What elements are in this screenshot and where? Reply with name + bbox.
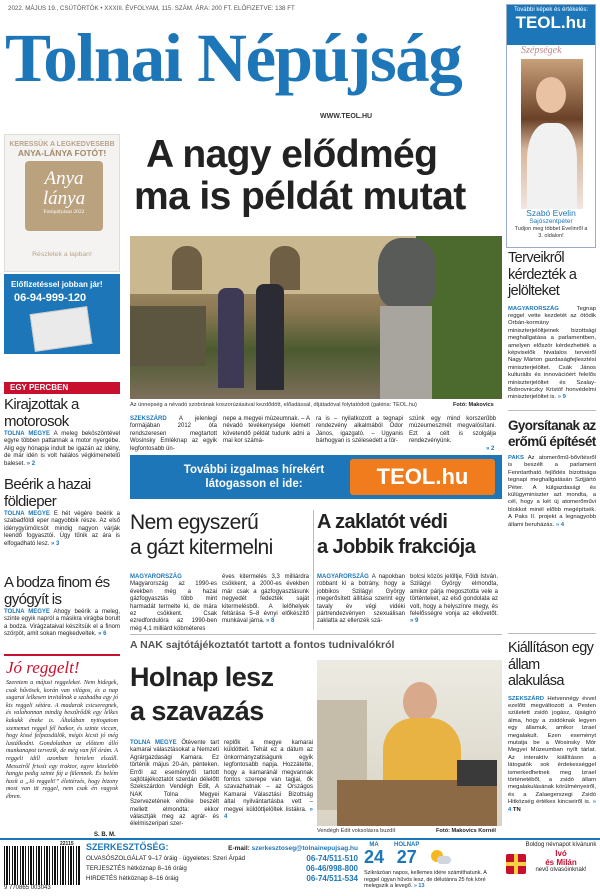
lead-cont[interactable]: » 2 (486, 446, 495, 452)
item-title: Beérik a hazai földieper (4, 476, 91, 510)
lead-col1: SZEKSZÁRD A jelenlegi formájában 2012 óta rendszeresen megtartott Wosinsky Emléknap az egyik legfontosabb ün- (130, 416, 217, 452)
gift-icon (506, 854, 526, 874)
face-shape (536, 77, 566, 113)
masthead-title: Tolnai Népújság (5, 20, 462, 96)
holnap-headline: Holnap lesz a szavazás (130, 662, 274, 726)
zaklato-col1: MAGYARORSZÁG A napokban robbant ki a botrány, hogy a jobbikos Szilágyi György megerősített állítása szerint egy tavaly év végi vidéki pártrendezvényen szexuálisan zaklatta az ellenzék szá- (317, 574, 405, 625)
lead-headline-line1: A nagy elődmég (146, 133, 438, 176)
promo-name: Szabó Evelin (526, 208, 576, 218)
nevnap-box: Boldog névnapot kívánunk Ivó és Milán nevű olvasóinknak! (504, 842, 598, 874)
window-shape (172, 246, 202, 290)
banner-line2: látogasson el ide: (205, 478, 303, 490)
anya-lanya-logo: Anya lánya Fotópályázat 2022 (25, 161, 103, 231)
statue-pedestal (380, 306, 432, 399)
gyorsitanak-article[interactable]: Gyorsítanak az erőmű építését PAKS Az atomerőmű-bővítésről is beszélt a parlament Fenntartható fejlődés bizottsága tegnapi meghallgatásán Szijjártó Péter. A külgazdasági és külügyminiszter azt mondta, a cél, hogy a két új atomerőművi blokkot minél előbb megépítsék. A Paks II. projekt a legnagyobb állami beruházás. » 4 (508, 418, 596, 528)
portrait-photo (521, 59, 583, 209)
divider (4, 654, 120, 656)
lead-col3: ra is – nyilatkozott a tegnapi rendezvény alkalmából Ódor János, igazgató. – Ugyanis bárhogyan is szélesedett a tör- (316, 416, 403, 445)
barcode (4, 846, 80, 890)
lead-photo-credit: Fotó: Makovics (453, 402, 494, 408)
newspaper-icon (30, 306, 93, 352)
divider (508, 633, 596, 634)
banner-logo: TEOL.hu (350, 459, 495, 495)
issue-number: 22115 (60, 841, 74, 847)
divider (508, 410, 596, 411)
teol-banner[interactable] (130, 455, 502, 499)
footer-row: HIRDETÉS hétköznap 8–16 óráig 06-74/511-534 (86, 874, 358, 883)
lead-col4: szünk egy mind korszerűbb múzeumeszmét megvalósítani. Ezt a célt is szolgálja rendezvényünk. (409, 416, 496, 445)
list-item[interactable]: Kirajzottak a motorosok TOLNA MEGYE A meleg beköszöntével egyre többen pattannak a motor nyergébe. Alig egy hónapja indult be igazán az idény, de már idén is volt halálos végkimenetelű baleset. » 2 (4, 396, 120, 467)
jo-reggelt-sig: S. B. M. (94, 832, 116, 838)
promo-more: Részletek a lapban! (32, 251, 92, 258)
list-item[interactable]: A bodza finom és gyógyít is TOLNA MEGYE Ahogy beérik a meleg, szinte egyik napról a másikra virágba borult a bodza. Virágzataival készítsük el a finom szörpöt, amit sokan megkedveltek. » 6 (4, 574, 121, 638)
weather: MA 24 HOLNAP 27 Szikrázóan napos, kellemes idére számíthatunk. A reggel úgyan hűvös lesz, de délutánra 25 fok köré melegszik a levegő. » 13 (364, 842, 487, 890)
email-link[interactable]: szerkesztoseg@tolnainepujsag.hu (251, 845, 358, 852)
item-title: A bodza finom és gyógyít is (4, 574, 110, 608)
gaz-col2: éves kitermelés 3,3 milliárdra csökkent, a 2000-es években már csak a gázfogyasztásunk negyedét fedezték saját kitermelésből. A lelőhelyek feltárása 5–8 évnyi előkészítő munkával járna. » 8 (222, 574, 309, 625)
promo-script: Szépségek (521, 45, 562, 56)
promo-line: További képek és értékelés: (513, 7, 589, 13)
promo-city: Sajószentpéter (529, 218, 573, 225)
item-title: Kirajzottak a motorosok (4, 396, 79, 430)
banner-line1: További izgalmas hírekért (183, 464, 325, 476)
barcode-number: 9 770865 003043 (4, 885, 84, 892)
promo-more: Tudjon meg többet Evelinről a 3. oldalon! (514, 226, 588, 239)
temp-today: 24 (364, 847, 385, 867)
sun-cloud-icon (429, 848, 451, 866)
dress-shape (527, 123, 577, 209)
holnap-credit: Fotó: Makovics Kornél (436, 828, 496, 834)
jo-reggelt-title: Jó reggelt! (6, 658, 80, 677)
zaklato-headline: A zaklatót védi a Jobbik frakciója (317, 511, 476, 558)
promo-line2: ANYA-LÁNYA FOTÓT! (17, 148, 107, 158)
nak-kicker: A NAK sajtótájékoztatót tartott a fontos tudnivalókról (130, 639, 395, 651)
divider (130, 634, 502, 635)
lead-headline (134, 134, 504, 218)
article-title: Terveikről kérdezték a jelölteket (508, 250, 577, 299)
face-shape (403, 682, 437, 722)
szerkesztoseg-title: SZERKESZTŐSÉG: (86, 842, 169, 852)
holnap-col1: TOLNA MEGYE Ötévente tart kamarai választásokat a Nemzeti Agrárgazdasági Kamara. Ez történik május 20-án, pénteken. Erről az eseményről tartott sajtótájékoztatót szerdán délelőtt Szekszárdon Vendégh Edit, A NAK Tolna Megyei Szervezetének elnöke beszélt mellett elmondta: ekkor választják meg az agrár- és élelmiszeripari szer- (130, 740, 220, 828)
zaklato-col2: bolcsi közös jelöltje, Földi István. Szilágyi György elmondta, amikor párja megosztotta vele a történteket, az első gondolata az volt, hogy a helyszínre megy, és felelősségre vonja az elkövetőt. » 9 (410, 574, 498, 625)
sub-phone: 06-94-999-120 (14, 292, 87, 304)
holnap-photo (317, 660, 502, 826)
holnap-caption: Vendégh Edit voksolásra buzdít (317, 828, 396, 834)
promo-anya-lanya[interactable] (4, 134, 120, 272)
kiallitason-article[interactable]: Kiállításon egy állam alakulása SZEKSZÁRD Hetvennégy évvel ezelőtt megváltozott a Pesten született zsidó jogász, újságíró álma, hogy a zsidóknak legyen egy államuk, amikor Izrael megalakult. Ezen eseményt mutatja be a Wosinsky Mór Megyei Múzeumban nyílt tárlat. Az interaktív kiállításon a látogatók sok érdekességgel ismerkedhetnek meg Izrael történetéből, a zsidó állam megalakulásának körülményeiről, és a Zalaegerszegi Zsidó Hitközség értékes kincseiről is. » 4 TN (508, 640, 596, 813)
footer-rule (0, 838, 600, 840)
ballot-box (457, 760, 497, 786)
lead-photo (130, 236, 502, 399)
crowd-shape (130, 306, 206, 366)
temp-tomorrow: 27 (396, 847, 417, 867)
holnap-col2: replők a megye kamarai küldötteit. Tehát ez a dátum az önkormányzatiságunk egyik legfontosabb napja. Hozzátette, hogy a kamaránál megvannak fontos szerepe van tagjai, ők szavazhatnak – az Országos Kamarai Választási Bizottság által nyilvántartásba vett – megyei küldöttjelöltek listákra. » 4 (224, 740, 314, 821)
gaz-headline: Nem egyszerű a gázt kitermelni (130, 511, 273, 559)
sub-line: Előfizetéssel jobban jár! (11, 280, 103, 289)
subscription-box[interactable] (4, 274, 120, 354)
promo-line1: KERESSÜK A LEGKEDVESEBB (9, 141, 115, 148)
lead-col2: nepe a megyei múzeumnak. – A névadó tevékenysége kiemelt követendő példát tudunk adni a mai kor számá- (223, 416, 310, 445)
jo-reggelt-text: Szeretem a májusi reggeleket. Nem hidegek, csak hűvösek, korán van világos, és a nap sugarai lelkesen invitálnak a szabadba egy jó kis reggeli sétára. A madarak csicseregnek, és valahonnan mindig beszűrődik egy lelkes kakukk éneke is. Általában nyitogatom szememet reggel fél hatkor, és szinte viccen, hogy kissé felpezsdülök, mégis kicsit jó még lustálkodni. Gondolatban az előttem álló munkanapot tervezik, de még van fél órám. A reggeli idill azonban hirtelen elszáll. Messziről frissít egy traktor, egyre közelebb hangja pedig szinte fáj a fülemnek. És belém hasít a „Jó reggelt!” élettérzés, hogy bizony most van itt reggel, nem csak én vagyok ébren. (6, 680, 118, 800)
lead-caption: Az ünnepség a névadó szobrának koszorúzásával kezdődött, előadással, díjátadóval folytatódott (galéria: TEOL.hu) (130, 402, 417, 408)
divider (313, 510, 314, 630)
promo-top-right[interactable] (506, 4, 596, 248)
dateline: 2022. MÁJUS 19., CSÜTÖRTÖK • XXXIII. ÉVFOLYAM, 115. SZÁM. ÁRA: 200 FT. ELŐFIZETVE: 138 FT (8, 5, 295, 12)
teol-logo: TEOL.hu (515, 13, 587, 32)
szerkesztoseg: SZERKESZTŐSÉG: E-mail: szerkesztoseg@tolnainepujsag.hu OLVASÓSZOLGÁLAT 9–17 óráig · ügyeletes: Szeri Árpád 06-74/511-510 TERJESZTÉS hétköznap 8–16 óráig 06-46/998-800 HIRDETÉS hétköznap 8–16 óráig 06-74/511-534 (86, 842, 358, 883)
bust-statue (378, 238, 436, 308)
terveikrol-article[interactable]: Terveikről kérdezték a jelölteket MAGYARORSZÁG Tegnap reggel vette kezdetét az ötödik Orbán-kormány miniszterjelöltjeinek bizottsági meghallgatása a parlamentben, amelyen először kérdezhették a képviselők hivatalos terveiről Nagy Márton gazdaságfejlesztési miniszterjelöltet. Csák János kulturális és innovációért felelős miniszterjelöltet és Szalay-Bobrovniczky Kristóf honvédelmi miniszterjelöltet is. » 9 (508, 250, 596, 401)
list-item[interactable]: Beérik a hazai földieper TOLNA MEGYE E hét végére beérik a szabadföldi eper nagyobbik része. Az első idénygyümölcsöt mindig nagyon várják leendő fogyasztói. Úgy tűnik az ára is elfogadható lesz. » 3 (4, 476, 120, 547)
desk-shape (337, 780, 497, 826)
article-title: Kiállításon egy állam alakulása (508, 640, 594, 689)
gaz-col1: MAGYARORSZÁG Magyarország az 1990-es években még a hazai gázfogyasztás több mint harmadát termelte ki, de mára ez csökkent. Csak ezredfordulóra az 1990-ben még 4,1 milliárd köbméteres (130, 574, 217, 632)
footer-row: OLVASÓSZOLGÁLAT 9–17 óráig · ügyeletes: Szeri Árpád 06-74/511-510 (86, 854, 358, 863)
person-shape (256, 284, 284, 390)
lead-headline-line2: ma is példát mutat (134, 175, 466, 218)
person-shape (218, 288, 244, 388)
egy-percben-header: EGY PERCBEN (4, 382, 120, 394)
footer-row: TERJESZTÉS hétköznap 8–16 óráig 06-46/998-800 (86, 864, 358, 873)
article-title: Gyorsítanak az erőmű építését (508, 418, 596, 449)
egy-percben-list (4, 396, 120, 654)
masthead-url: WWW.TEOL.HU (320, 113, 373, 120)
